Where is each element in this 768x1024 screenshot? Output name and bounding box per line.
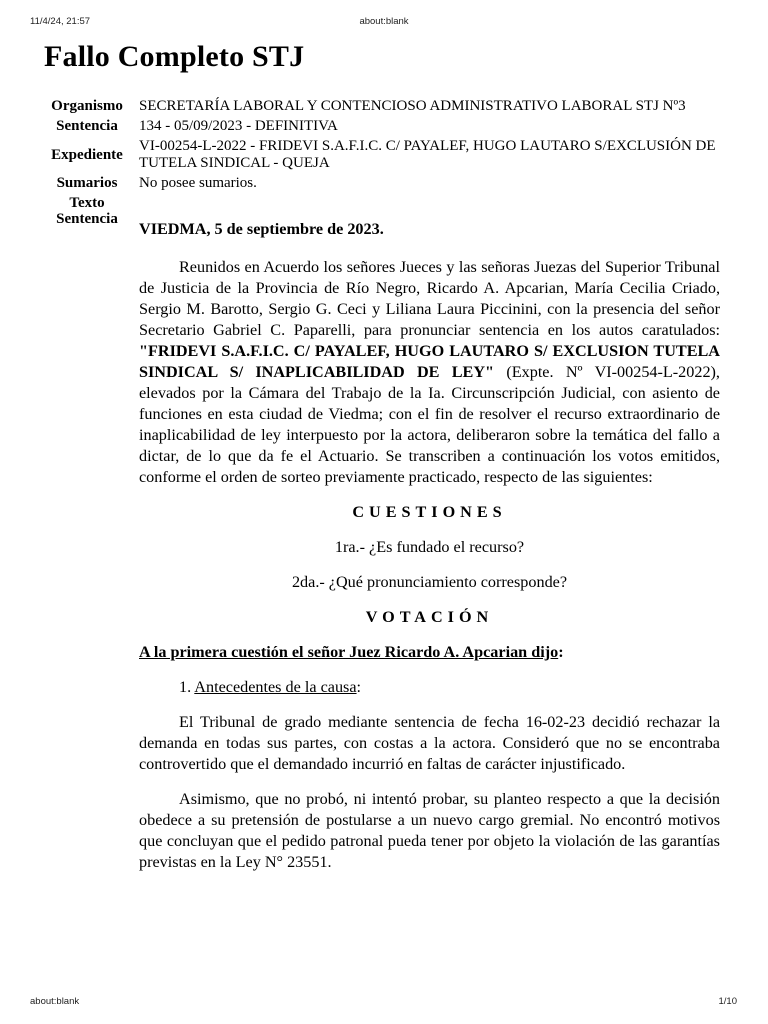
vote-heading bbox=[139, 642, 720, 663]
sumarios-value: No posee sumarios. bbox=[139, 175, 257, 191]
votacion-heading: VOTACIÓN bbox=[365, 608, 494, 626]
texto-sentencia-label: Texto Sentencia bbox=[56, 195, 118, 227]
section-number: 1. bbox=[179, 678, 195, 696]
cuestiones-heading: CUESTIONES bbox=[352, 503, 507, 521]
section-title: Antecedentes de la causa bbox=[194, 678, 357, 696]
vote-heading-text: A la primera cuestión el señor Juez Ricardo A. Apcarian dijo bbox=[139, 643, 559, 661]
page-title: Fallo Completo STJ bbox=[44, 40, 305, 73]
footer-page-number: 1/10 bbox=[718, 996, 737, 1007]
question-1: 1ra.- ¿Es fundado el recurso? bbox=[334, 538, 525, 556]
paragraph-asimismo: Asimismo, que no probó, ni intentó probar, su planteo respecto a que la decisión obedece a su pretensión de postularse a un nuevo cargo gremial. No encontró motivos que concluyan que el pedido patronal pueda tener por objeto la violación de las garantías previstas en la Ley N° 23551. bbox=[139, 790, 720, 871]
meta-row-sentencia bbox=[44, 118, 724, 135]
expediente-label: Expediente bbox=[51, 146, 123, 163]
section-antecedentes bbox=[139, 677, 720, 698]
meta-row-expediente bbox=[44, 138, 724, 172]
metadata-table bbox=[44, 98, 724, 230]
meta-row-sumarios bbox=[44, 175, 724, 192]
paragraph-acuerdo bbox=[139, 257, 720, 488]
expediente-value: VI-00254-L-2022 - FRIDEVI S.A.F.I.C. C/ PAYALEF, HUGO LAUTARO S/EXCLUSIÓN DE TUTELA SINDICAL - QUEJA bbox=[139, 138, 716, 171]
print-datetime: 11/4/24, 21:57 bbox=[30, 16, 91, 27]
sentencia-text bbox=[139, 219, 720, 873]
organismo-value: SECRETARÍA LABORAL Y CONTENCIOSO ADMINISTRATIVO LABORAL STJ Nº3 bbox=[139, 98, 686, 114]
sumarios-label: Sumarios bbox=[56, 175, 118, 191]
section-colon: : bbox=[356, 678, 362, 696]
case-caption: "FRIDEVI S.A.F.I.C. C/ PAYALEF, HUGO LAUTARO S/ EXCLUSION TUTELA SINDICAL S/ INAPLICABILIDAD DE LEY" bbox=[139, 342, 720, 381]
meta-row-organismo bbox=[44, 98, 724, 115]
question-2: 2da.- ¿Qué pronunciamiento corresponde? bbox=[291, 573, 568, 591]
sentencia-value: 134 - 05/09/2023 - DEFINITIVA bbox=[139, 118, 338, 134]
paragraph-tribunal: El Tribunal de grado mediante sentencia de fecha 16-02-23 decidió rechazar la demanda en todas sus partes, con costas a la actora. Consideró que no se encontraba controvertido que el demandado incurrió en faltas de carácter injustificado. bbox=[139, 713, 720, 773]
organismo-label: Organismo bbox=[51, 98, 123, 114]
vote-heading-colon: : bbox=[558, 643, 564, 661]
footer-page-url: about:blank bbox=[30, 996, 80, 1007]
sentencia-label: Sentencia bbox=[56, 118, 118, 134]
sentencia-date: VIEDMA, 5 de septiembre de 2023. bbox=[139, 220, 384, 238]
paragraph-acuerdo-text-2: (Expte. Nº VI-00254-L-2022), elevados por la Cámara del Trabajo de la Ia. Circunscripción Judicial, con asiento de funciones en esta ciudad de Viedma; con el fin de resolver el recurso extraordinario de inaplicabilidad de ley interpuesto por la actora, deliberaron sobre la temática del fallo a dictar, de lo que da fe el Actuario. Se transcriben a continuación los votos emitidos, conforme el orden de sorteo previamente practicado, respecto de las siguientes: bbox=[139, 363, 720, 486]
print-page-url: about:blank bbox=[359, 16, 409, 27]
paragraph-acuerdo-text-1: Reunidos en Acuerdo los señores Jueces y las señoras Juezas del Superior Tribunal de Justicia de la Provincia de Río Negro, Ricardo A. Apcarian, María Cecilia Criado, Sergio M. Barotto, Sergio G. Ceci y Liliana Laura Piccinini, con la presencia del señor Secretario Gabriel C. Paparelli, para pronunciar sentencia en los autos caratulados: bbox=[139, 258, 720, 339]
